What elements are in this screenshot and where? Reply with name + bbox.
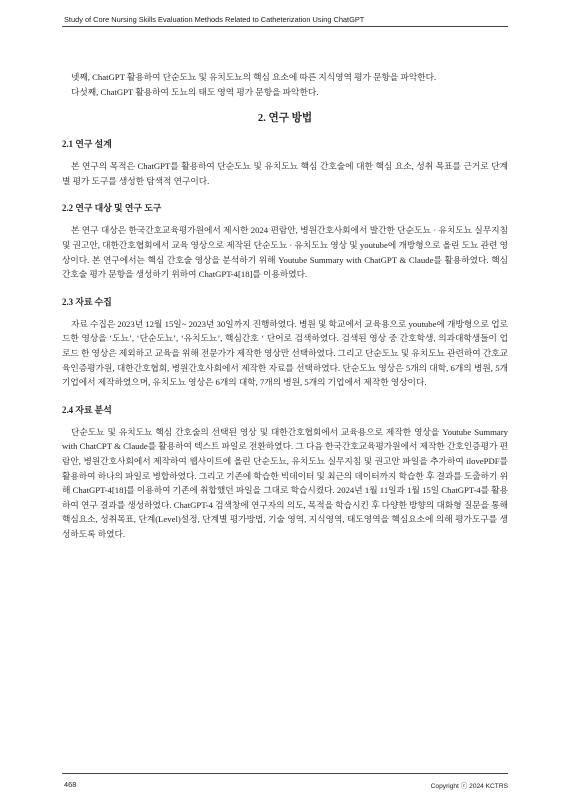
paragraph-design: 본 연구의 목적은 ChatGPT를 활용하여 단순도뇨 및 유치도뇨 핵심 간호술에 대한 핵심 요소, 성취 목표를 근거로 단계별 평가 도구를 생성한 탐색적 연구이다.	[62, 161, 508, 186]
paragraph-data-analysis: 단순도뇨 및 유치도뇨 핵심 간호술의 선택된 영상 및 대한간호협회에서 교육용으로 제작한 영상을 Youtube Summary with ChatCPT & Claude를 활용하여 텍스트 파일로 전환하였다. 그 다음 한국간호교육평가원에서 제작한 간호인증평가 편람안, 병원간호사회에서 제작하여 웹사이트에 올린 단순도뇨, 유치도뇨 실무지침 및 권고안 파일을 추가하여 ilovePDF를 활용하여 하나의 파일로 병합하였다. 그리고 기존에 학습한 빅데이터 및 최근의 데이터까지 학습한 후 결과를 도출하기 위해 ChatGPT-4[18]를 이용하여 기존에 취합했던 파일을 그대로 학습시켰다. 2024년 1월 11일과 1월 15일 ChatGPT-4를 활용하여 연구 결과를 생성하였다. ChatGPT-4 검색창에 연구자의 의도, 목적을 학습시킨 후 다양한 방향의 대화형 질문을 통해 핵심요소, 성취목표, 단계(Level)설정, 단계별 평가방법, 기술 영역, 지식영역, 태도영역을 핵심요소에 의해 평가도구를 생성하도록 하였다.	[62, 426, 508, 539]
subsection-title-data-analysis: 2.4 자료 분석	[62, 404, 112, 415]
intro-paragraph-5: 다섯째, ChatGPT 활용하여 도뇨의 태도 영역 평가 문항을 파악한다.	[71, 86, 319, 97]
footer-divider	[62, 773, 508, 774]
subsection-title-design: 2.1 연구 설계	[62, 139, 112, 150]
header-divider	[62, 26, 508, 27]
paragraph-subjects-tools: 본 연구 대상은 한국간호교육평가원에서 제시한 2024 편람안, 병원간호사회에서 발간한 단순도뇨 · 유치도뇨 실무지침 및 권고안, 대한간호협회에서 교육 영상으로 제작된 단순도뇨 · 유치도뇨 영상 및 youtube에 개방형으로 올린 도뇨 관련 영상이다. 본 연구에서는 핵심 간호술 영상을 분석하기 위해 Youtube Summary with ChatGPT & Claude를 활용하였다. 핵심 간호술 평가 문항을 생성하기 위하여 ChatGPT-4[18]를 이용하였다.	[62, 225, 508, 280]
page-number: 468	[64, 780, 77, 789]
intro-paragraph-4: 넷째, ChatGPT 활용하여 단순도뇨 및 유치도뇨의 핵심 요소에 따른 지식영역 평가 문항을 파악한다.	[71, 72, 437, 82]
subsection-title-data-collection: 2.3 자료 수집	[62, 296, 112, 307]
running-title: Study of Core Nursing Skills Evaluation Methods Related to Catheterization Using ChatGPT	[64, 15, 365, 24]
subsection-title-subjects-tools: 2.2 연구 대상 및 연구 도구	[62, 203, 162, 214]
section-title-methods: 2. 연구 방법	[257, 113, 313, 125]
page-body	[62, 70, 508, 541]
paragraph-data-collection: 자료 수집은 2023년 12월 15일~ 2023년 30일까지 진행하였다. 병원 및 학교에서 교육용으로 youtube에 개방형으로 업로드한 영상을 ‘도뇨’, ‘단순도뇨’, ‘유치도뇨’, 핵심간호 ‘ 단어로 검색하였다. 검색된 영상 중 간호학생, 의과대학생들이 업로드 한 영상은 제외하고 교육을 위해 전문가가 제작한 영상만 선택하였다. 그리고 단순도뇨 및 유치도뇨 관련하여 간호교육인증평가원, 대한간호협회, 병원간호사회에서 제작한 자료를 선택하였다. 단순도뇨 영상은 5개의 대학, 6개의 병원, 5개 기업에서 제작하였으며, 유치도뇨 영상은 6개의 대학, 7개의 병원, 5개의 기업에서 제작한 영상이다.	[62, 318, 508, 388]
copyright-notice: Copyright ⓒ 2024 KCTRS	[430, 783, 508, 790]
